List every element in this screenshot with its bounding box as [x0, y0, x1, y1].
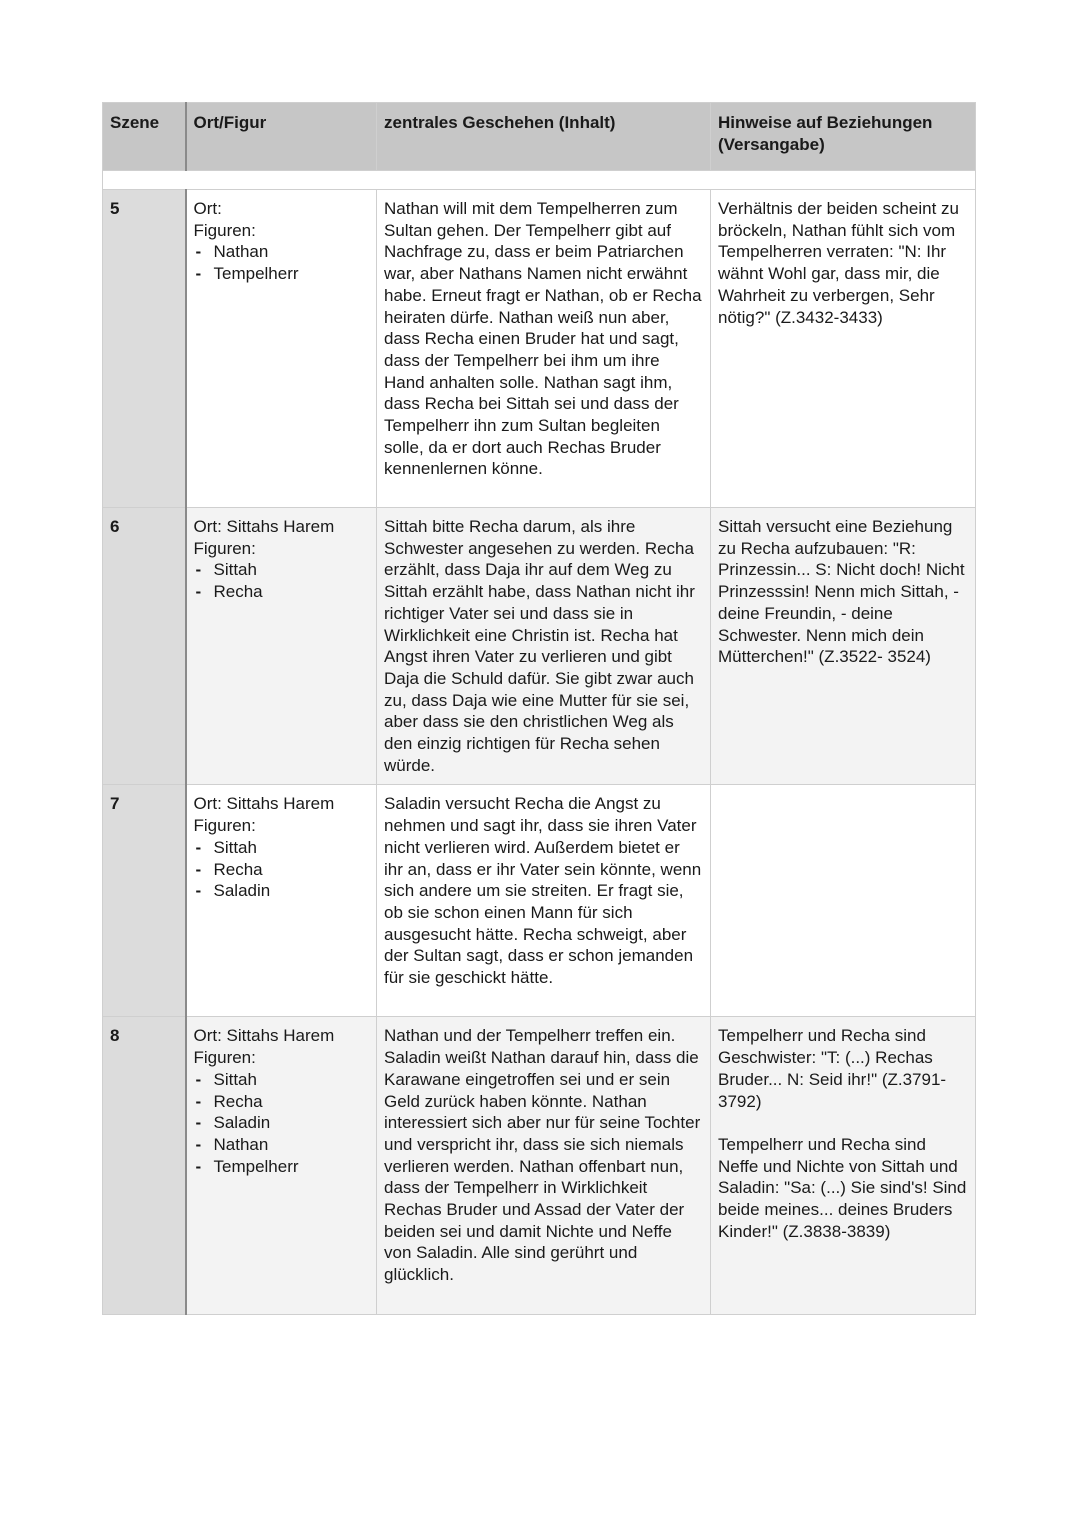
header-geschehen: zentrales Geschehen (Inhalt): [377, 103, 711, 171]
header-ort-figur: Ort/Figur: [186, 103, 377, 171]
location-label: Ort: Sittahs Harem: [193, 517, 335, 536]
figures-label: Figuren:: [193, 220, 256, 240]
figures-label: Figuren:: [193, 1048, 256, 1068]
list-item: - Saladin: [194, 1112, 370, 1134]
table-header-row: [103, 103, 976, 171]
event-cell: Sittah bitte Recha darum, als ihre Schwester angesehen zu werden. Recha erzählt, dass Daja ihr auf dem Weg zu Sittah erzählt habe, dass Nathan nicht ihr richtiger Vater sei und dass sie in Wirklichkeit eine Christin ist. Recha hat Angst ihren Vater zu verlieren und gibt Daja die Schuld dafür. Sie gibt zwar auch zu, dass Daja wie eine Mutter für sie sei, aber dass sie den christlichen Weg als den einzig richtigen für Recha sehen würde.: [377, 508, 711, 785]
figures-list: [194, 1069, 370, 1178]
list-item: - Recha: [194, 1091, 370, 1113]
location-figures-cell: [186, 785, 377, 1017]
list-item: - Nathan: [194, 241, 370, 263]
relation-cell: Sittah versucht eine Beziehung zu Recha aufzubauen: "R: Prinzessin... S: Nicht doch! Nicht Prinzesssin! Nenn mich Sittah, - deine Freundin, - deine Schwester. Nenn mich dein Mütterchen!" (Z.3522- 3524): [711, 508, 976, 785]
list-item: - Tempelherr: [194, 1156, 370, 1178]
relation-cell: [711, 785, 976, 1017]
scene-table: [102, 102, 976, 1315]
list-item: - Nathan: [194, 1134, 370, 1156]
relation-cell: [711, 1017, 976, 1315]
paragraph-gap: [718, 1112, 968, 1134]
scene-number: 5: [103, 190, 186, 508]
list-item: - Saladin: [194, 880, 370, 902]
table-row: [103, 785, 976, 1017]
list-item: - Sittah: [194, 559, 370, 581]
list-item: - Tempelherr: [194, 263, 370, 285]
scene-number: 8: [103, 1017, 186, 1315]
figures-list: [194, 241, 370, 284]
relation-text: Tempelherr und Recha sind Neffe und Nichte von Sittah und Saladin: "Sa: (...) Sie sind's! Sind beide meines... deines Bruders Kinder!" (Z.3838-3839): [718, 1134, 967, 1241]
location-figures-cell: [186, 1017, 377, 1315]
header-beziehungen: Hinweise auf Beziehungen (Versangabe): [711, 103, 976, 171]
figures-list: [194, 559, 370, 602]
list-item: - Recha: [194, 859, 370, 881]
relation-text: Tempelherr und Recha sind Geschwister: "T: (...) Rechas Bruder... N: Seid ihr!" (Z.3791-3792): [718, 1026, 947, 1111]
figures-list: [194, 837, 370, 902]
table-row: [103, 1017, 976, 1315]
location-label: Ort: Sittahs Harem: [193, 1026, 335, 1046]
list-item: - Sittah: [194, 837, 370, 859]
scene-number: 7: [103, 785, 186, 1017]
scene-number: 6: [103, 508, 186, 785]
table-row: [103, 190, 976, 508]
list-item: - Recha: [194, 581, 370, 603]
list-item: - Sittah: [194, 1069, 370, 1091]
table-row: [103, 508, 976, 785]
event-cell: Nathan will mit dem Tempelherren zum Sultan gehen. Der Tempelherr gibt auf Nachfrage zu, dass er beim Patriarchen war, aber Nathans Namen nicht erwähnt habe. Erneut fragt er Nathan, ob er Recha heiraten dürfe. Nathan weiß nun aber, dass Recha einen Bruder hat und sagt, dass der Tempelherr bei ihm um ihre Hand anhalten solle. Nathan sagt ihm, dass Recha bei Sittah sei und dass der Tempelherr ihn zum Sultan begleiten solle, da er dort auch Rechas Bruder kennenlernen könne.: [377, 190, 711, 508]
relation-cell: Verhältnis der beiden scheint zu bröckeln, Nathan fühlt sich vom Tempelherren verraten: "N: Ihr wähnt Wohl gar, dass mir, die Wahrheit zu verbergen, Sehr nötig?" (Z.3432-3433): [711, 190, 976, 508]
location-label: Ort:: [193, 199, 222, 218]
figures-label: Figuren:: [193, 538, 256, 558]
location-label: Ort: Sittahs Harem: [193, 794, 335, 814]
header-szene: Szene: [103, 103, 186, 171]
location-figures-cell: [186, 508, 377, 785]
event-cell: Nathan und der Tempelherr treffen ein. Saladin weißt Nathan darauf hin, dass die Karawane eingetroffen sei und er sein Geld zurück haben könnte. Nathan interessiert sich aber nur für seine Tochter und verspricht ihr, dass sie sich niemals verlieren werden. Nathan offenbart nun, dass der Tempelherr in Wirklichkeit Rechas Bruder und Assad der Vater der beiden sei und damit Nichte und Neffe von Saladin. Alle sind gerührt und glücklich.: [377, 1017, 711, 1315]
figures-label: Figuren:: [193, 816, 256, 836]
location-figures-cell: [186, 190, 377, 508]
event-cell: Saladin versucht Recha die Angst zu nehmen und sagt ihr, dass sie ihren Vater nicht verlieren wird. Außerdem bietet er ihr an, dass er ihr Vater sein könnte, wenn sich andere um sie streiten. Er fragt sie, ob sie schon einen Mann für sich ausgesucht hätte. Recha schweigt, aber der Sultan sagt, dass er schon jemanden für sie geschickt hätte.: [377, 785, 711, 1017]
